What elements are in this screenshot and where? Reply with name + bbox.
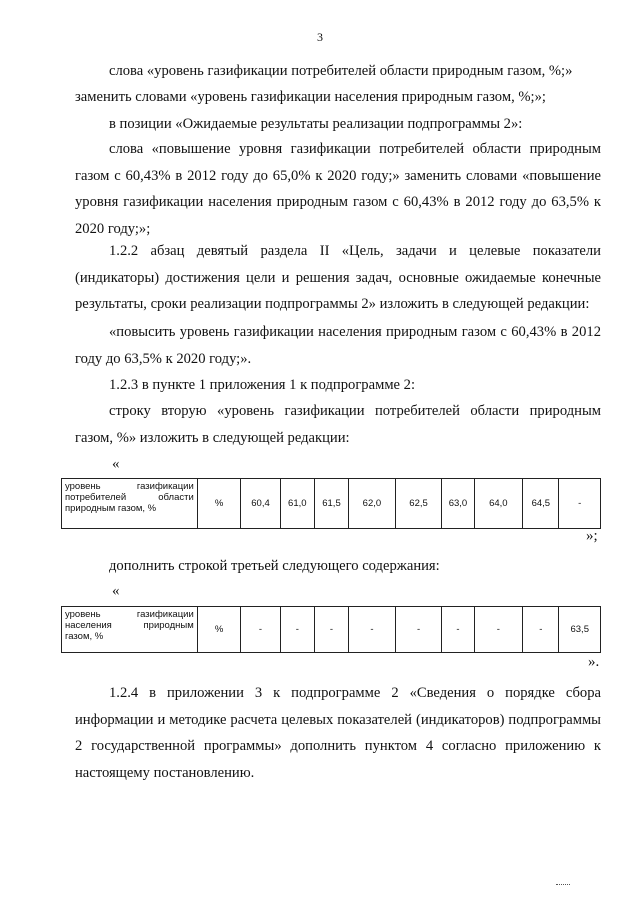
row-label: уровень газификации потребителей области природным газом, % <box>62 479 198 529</box>
paragraph-3: в позиции «Ожидаемые результаты реализации подпрограммы 2»: <box>109 116 523 132</box>
unit-cell: % <box>197 607 241 653</box>
paragraph-7: 1.2.3 в пункте 1 приложения 1 к подпрограмме 2: <box>109 377 416 393</box>
value-cell: 62,5 <box>395 479 442 529</box>
quote-open-2: « <box>112 583 120 599</box>
value-cell: - <box>559 479 601 529</box>
indicator-table-1 <box>61 478 601 529</box>
paragraph-10: 1.2.4 в приложении 3 к подпрограмме 2 «Сведения о порядке сбора информации и методике расчета целевых показателей (индикаторов) подпрограммы 2 государственной программы» дополнить пунктом 4 согласно приложению к настоящему постановлению. <box>75 685 601 781</box>
indicator-table-2 <box>61 606 601 653</box>
value-cell: - <box>241 607 280 653</box>
paragraph-4: слова «повышение уровня газификации потребителей области природным газом с 60,43% в 2012 году до 65,0% к 2020 году;» заменить словами «повышение уровня газификации населения природным газом с 60,43% в 2012 году до 63,5% к 2020 году;»; <box>75 141 601 237</box>
unit-cell: % <box>197 479 241 529</box>
value-cell: - <box>280 607 314 653</box>
value-cell: - <box>395 607 442 653</box>
table-row <box>62 607 601 653</box>
paragraph-8: строку вторую «уровень газификации потребителей области природным газом, %» изложить в следующей редакции: <box>75 403 601 446</box>
value-cell: 62,0 <box>349 479 396 529</box>
value-cell: 64,0 <box>474 479 523 529</box>
value-cell: 60,4 <box>241 479 280 529</box>
quote-open-1: « <box>112 456 120 472</box>
paragraph-5: 1.2.2 абзац девятый раздела II «Цель, задачи и целевые показатели (индикаторы) достижения цели и решения задач, основные ожидаемые конечные результаты, сроки реализации подпрограммы 2» изложить в следующей редакции: <box>75 243 601 312</box>
quote-close-2: ». <box>588 654 600 670</box>
paragraph-6: «повысить уровень газификации населения природным газом с 60,43% в 2012 году до 63,5% к 2020 году;». <box>75 324 601 367</box>
value-cell: - <box>349 607 396 653</box>
value-cell: - <box>442 607 474 653</box>
paragraph-9: дополнить строкой третьей следующего содержания: <box>109 558 440 574</box>
value-cell: 63,0 <box>442 479 474 529</box>
value-cell: - <box>314 607 348 653</box>
value-cell: 61,5 <box>314 479 348 529</box>
value-cell: - <box>474 607 523 653</box>
value-cell: 64,5 <box>523 479 559 529</box>
row-label: уровень газификации населения природным газом, % <box>62 607 198 653</box>
paragraph-1: слова «уровень газификации потребителей области природным газом, %;» <box>109 63 573 79</box>
paragraph-2: заменить словами «уровень газификации населения природным газом, %;»; <box>75 89 546 105</box>
value-cell: - <box>523 607 559 653</box>
scan-mark <box>556 884 570 887</box>
value-cell: 61,0 <box>280 479 314 529</box>
value-cell: 63,5 <box>559 607 601 653</box>
quote-close-1: »; <box>586 528 598 544</box>
table-row <box>62 479 601 529</box>
page-number: 3 <box>317 30 323 44</box>
